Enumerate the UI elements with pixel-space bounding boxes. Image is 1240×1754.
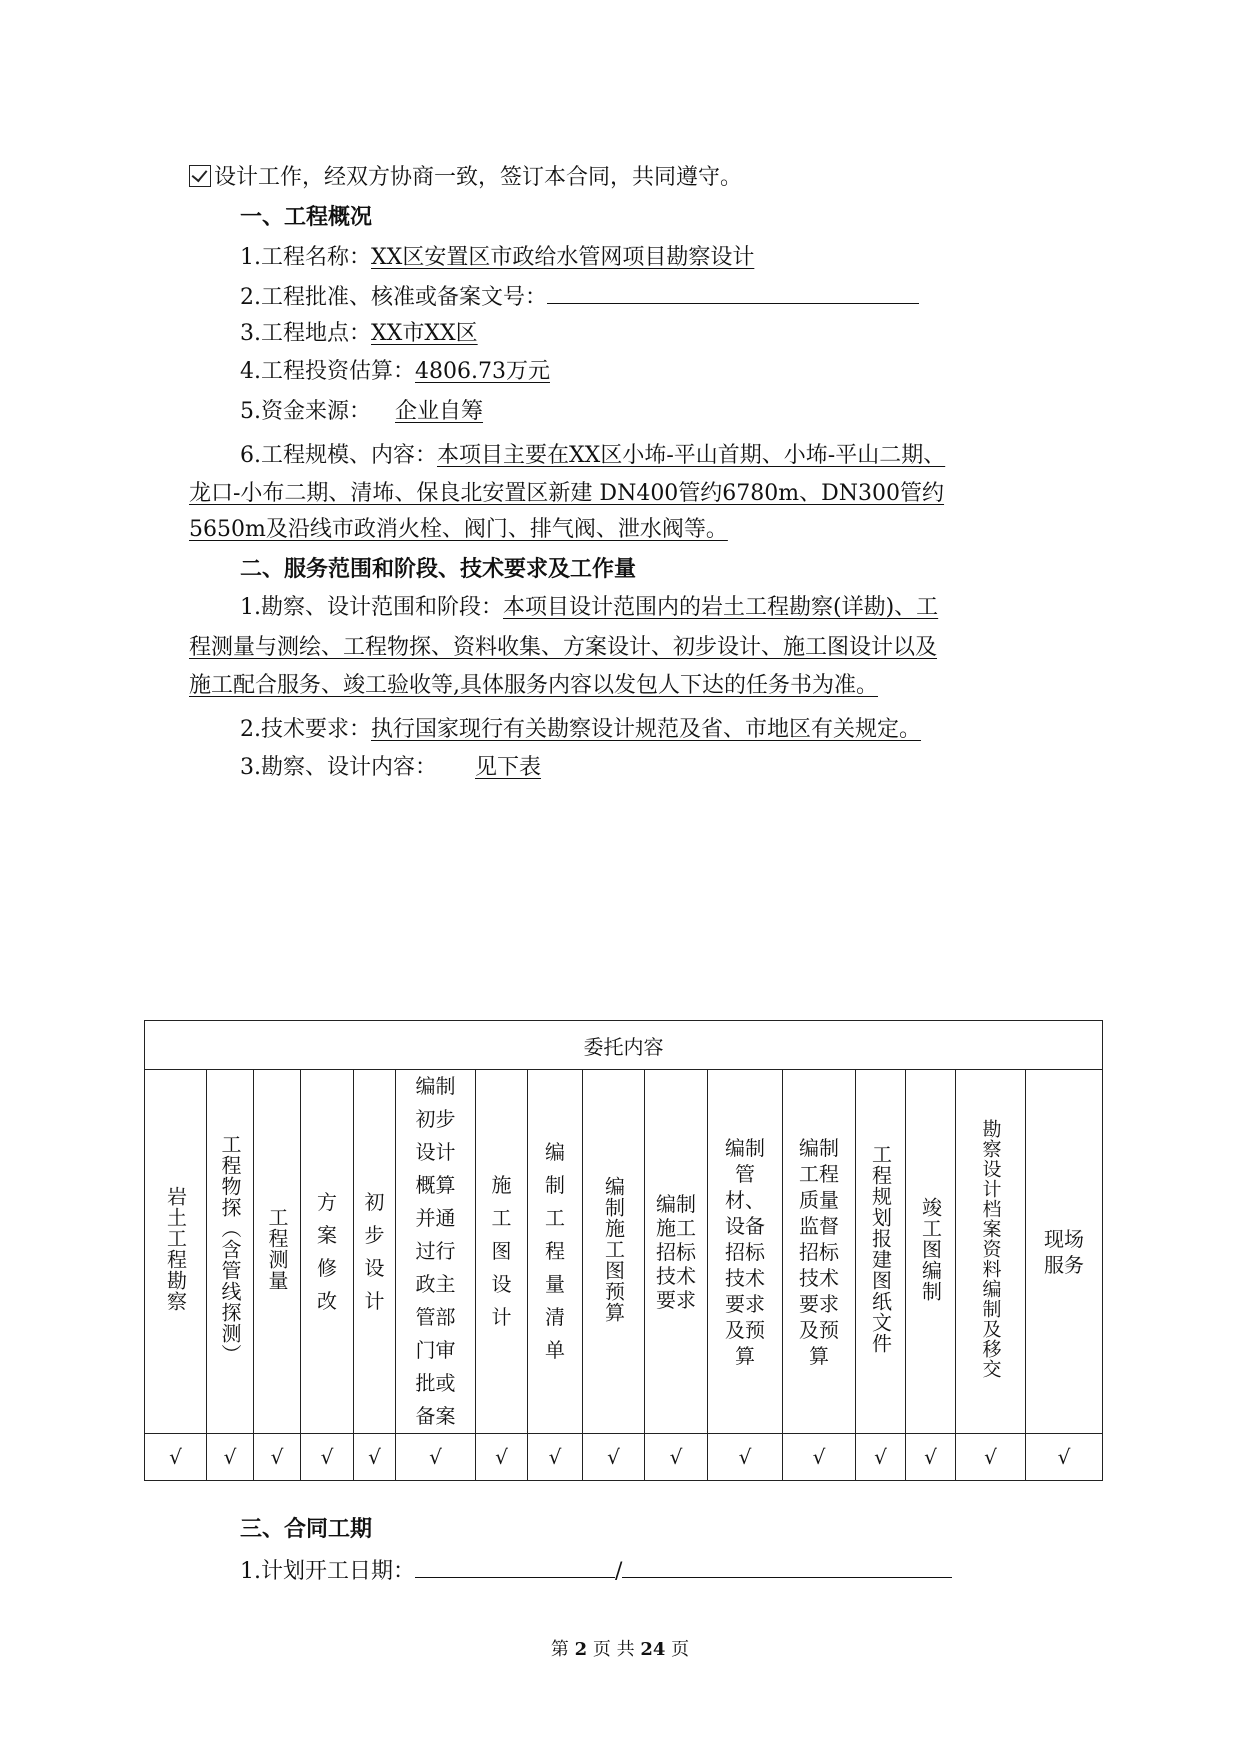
col-header: 岩土工程勘察 bbox=[145, 1070, 207, 1434]
page-total: 24 bbox=[640, 1639, 666, 1660]
col-header: 勘察设计档案资料编制及移交 bbox=[956, 1070, 1026, 1434]
project-name-label: 1.工程名称： bbox=[240, 245, 371, 270]
check-mark: √ bbox=[708, 1434, 783, 1481]
check-mark: √ bbox=[301, 1434, 354, 1481]
page-number: 2 bbox=[574, 1639, 588, 1660]
funding-value: 企业自筹 bbox=[395, 399, 484, 424]
intro-text: 设计工作，经双方协商一致，签订本合同，共同遵守。 bbox=[214, 165, 743, 190]
section-3-title: 三、合同工期 bbox=[240, 1517, 373, 1542]
content-value: 见下表 bbox=[475, 755, 542, 780]
col-header: 编制管材、设备招标技术要求及预算 bbox=[708, 1070, 783, 1434]
intro-line bbox=[189, 163, 742, 193]
col-header: 方案修改 bbox=[301, 1070, 354, 1434]
approval-number-label: 2.工程批准、核准或备案文号： bbox=[240, 285, 547, 310]
footer-suffix: 页 bbox=[671, 1639, 690, 1660]
investment-label: 4.工程投资估算： bbox=[240, 359, 415, 384]
footer-prefix: 第 bbox=[550, 1639, 569, 1660]
date-slash: / bbox=[615, 1559, 623, 1584]
check-mark: √ bbox=[254, 1434, 301, 1481]
project-name-row bbox=[240, 243, 754, 273]
col-header: 现场服务 bbox=[1026, 1070, 1103, 1434]
table-header: 委托内容 bbox=[145, 1021, 1103, 1070]
col-header: 施工图设计 bbox=[476, 1070, 528, 1434]
investment-value: 4806.73万元 bbox=[415, 359, 550, 384]
scale-row-1 bbox=[240, 441, 945, 471]
content-row bbox=[240, 753, 877, 783]
project-name-value: XX区安置区市政给水管网项目勘察设计 bbox=[371, 245, 755, 270]
check-mark: √ bbox=[145, 1434, 207, 1481]
check-mark: √ bbox=[528, 1434, 583, 1481]
check-mark: √ bbox=[396, 1434, 476, 1481]
check-mark: √ bbox=[354, 1434, 396, 1481]
approval-number-row bbox=[240, 281, 919, 313]
col-header: 初步设计 bbox=[354, 1070, 396, 1434]
col-header: 编制工程量清单 bbox=[528, 1070, 583, 1434]
check-mark: √ bbox=[856, 1434, 906, 1481]
funding-label: 5.资金来源： bbox=[240, 399, 371, 424]
col-header: 竣工图编制 bbox=[906, 1070, 956, 1434]
scale-line-3: 5650m及沿线市政消火栓、阀门、排气阀、泄水阀等。 bbox=[189, 517, 728, 542]
check-mark: √ bbox=[476, 1434, 528, 1481]
col-header: 编制施工图预算 bbox=[583, 1070, 645, 1434]
col-header: 工程规划报建图纸文件 bbox=[856, 1070, 906, 1434]
funding-row bbox=[240, 397, 507, 427]
scale-line-2: 龙口-小布二期、清㘵、保良北安置区新建 DN400管约6780m、DN300管约 bbox=[189, 481, 945, 506]
col-header: 编制初步设计概算并通过行政主管部门审批或备案 bbox=[396, 1070, 476, 1434]
start-date-label: 1.计划开工日期： bbox=[240, 1559, 415, 1584]
start-date-blank-1 bbox=[415, 1555, 615, 1578]
table-column-headers bbox=[145, 1070, 1103, 1434]
approval-number-blank bbox=[547, 281, 919, 304]
location-label: 3.工程地点： bbox=[240, 321, 371, 346]
check-mark: √ bbox=[906, 1434, 956, 1481]
scale-label: 6.工程规模、内容： bbox=[240, 443, 437, 468]
check-mark: √ bbox=[207, 1434, 254, 1481]
scale-line-1: 本项目主要在XX区小㘵-平山首期、小㘵-平山二期、 bbox=[437, 443, 946, 468]
col-header: 编制施工招标技术要求 bbox=[645, 1070, 708, 1434]
location-value: XX市XX区 bbox=[371, 321, 478, 346]
commission-table bbox=[144, 1020, 1103, 1481]
content-label: 3.勘察、设计内容： bbox=[240, 755, 437, 780]
check-mark: √ bbox=[783, 1434, 856, 1481]
scope-row-1 bbox=[240, 593, 938, 623]
check-mark: √ bbox=[645, 1434, 708, 1481]
page-footer bbox=[0, 1635, 1240, 1661]
tech-label: 2.技术要求： bbox=[240, 717, 371, 742]
footer-middle: 页 共 bbox=[592, 1639, 635, 1660]
tech-value: 执行国家现行有关勘察设计规范及省、市地区有关规定。 bbox=[371, 717, 922, 742]
checkbox-icon bbox=[189, 165, 211, 187]
investment-row bbox=[240, 357, 550, 387]
scope-label: 1.勘察、设计范围和阶段： bbox=[240, 595, 503, 620]
check-mark: √ bbox=[1026, 1434, 1103, 1481]
check-mark: √ bbox=[583, 1434, 645, 1481]
table-check-row bbox=[145, 1434, 1103, 1481]
col-header: 编制工程质量监督招标技术要求及预算 bbox=[783, 1070, 856, 1434]
check-mark: √ bbox=[956, 1434, 1026, 1481]
col-header: 工程测量 bbox=[254, 1070, 301, 1434]
start-date-row bbox=[240, 1555, 952, 1587]
section-1-title: 一、工程概况 bbox=[240, 205, 373, 230]
scope-line-2: 程测量与测绘、工程物探、资料收集、方案设计、初步设计、施工图设计以及 bbox=[189, 635, 938, 660]
tech-row bbox=[240, 715, 921, 745]
start-date-blank-2 bbox=[622, 1555, 952, 1578]
location-row bbox=[240, 319, 478, 349]
col-header: 工程物探（含管线探测） bbox=[207, 1070, 254, 1434]
section-2-title: 二、服务范围和阶段、技术要求及工作量 bbox=[240, 557, 637, 582]
scope-line-3: 施工配合服务、竣工验收等,具体服务内容以发包人下达的任务书为准。 bbox=[189, 673, 878, 698]
scope-line-1: 本项目设计范围内的岩土工程勘察(详勘)、工 bbox=[503, 595, 939, 620]
